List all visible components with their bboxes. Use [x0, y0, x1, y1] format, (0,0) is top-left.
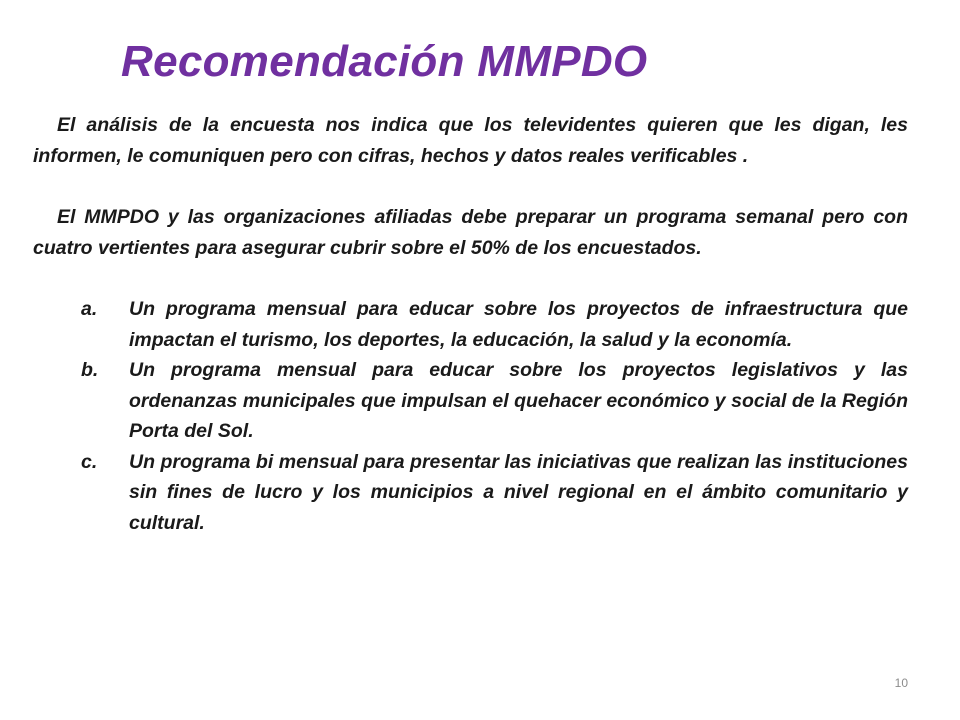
list-item-infrastructure-program [33, 294, 908, 355]
program-list [33, 294, 908, 538]
list-marker: c. [81, 450, 98, 473]
list-item-legislative-program [33, 355, 908, 447]
slide-body [33, 110, 908, 538]
paragraph-survey-analysis: El análisis de la encuesta nos indica que los televidentes quieren que les digan, les informen, le comuniquen pero con cifras, hechos y datos reales verificables . [33, 114, 908, 167]
list-item-text: Un programa mensual para educar sobre los proyectos de infraestructura que impactan el turismo, los deportes, la educación, la salud y la economía. [129, 298, 908, 351]
slide-title: Recomendación MMPDO [121, 37, 648, 86]
list-item-nonprofit-program [33, 447, 908, 539]
paragraph-program-proposal: El MMPDO y las organizaciones afiliadas debe preparar un programa semanal pero con cuatro vertientes para asegurar cubrir sobre el 50% de los encuestados. [33, 206, 908, 259]
list-item-text: Un programa bi mensual para presentar las iniciativas que realizan las instituciones sin fines de lucro y los municipios a nivel regional en el ámbito comunitario y cultural. [129, 450, 908, 534]
list-marker: b. [81, 359, 99, 381]
page-number: 10 [894, 676, 908, 690]
list-marker: a. [81, 298, 98, 320]
list-item-text: Un programa mensual para educar sobre los proyectos legislativos y las ordenanzas municipales que impulsan el quehacer económico y social de la Región Porta del Sol. [129, 359, 908, 442]
